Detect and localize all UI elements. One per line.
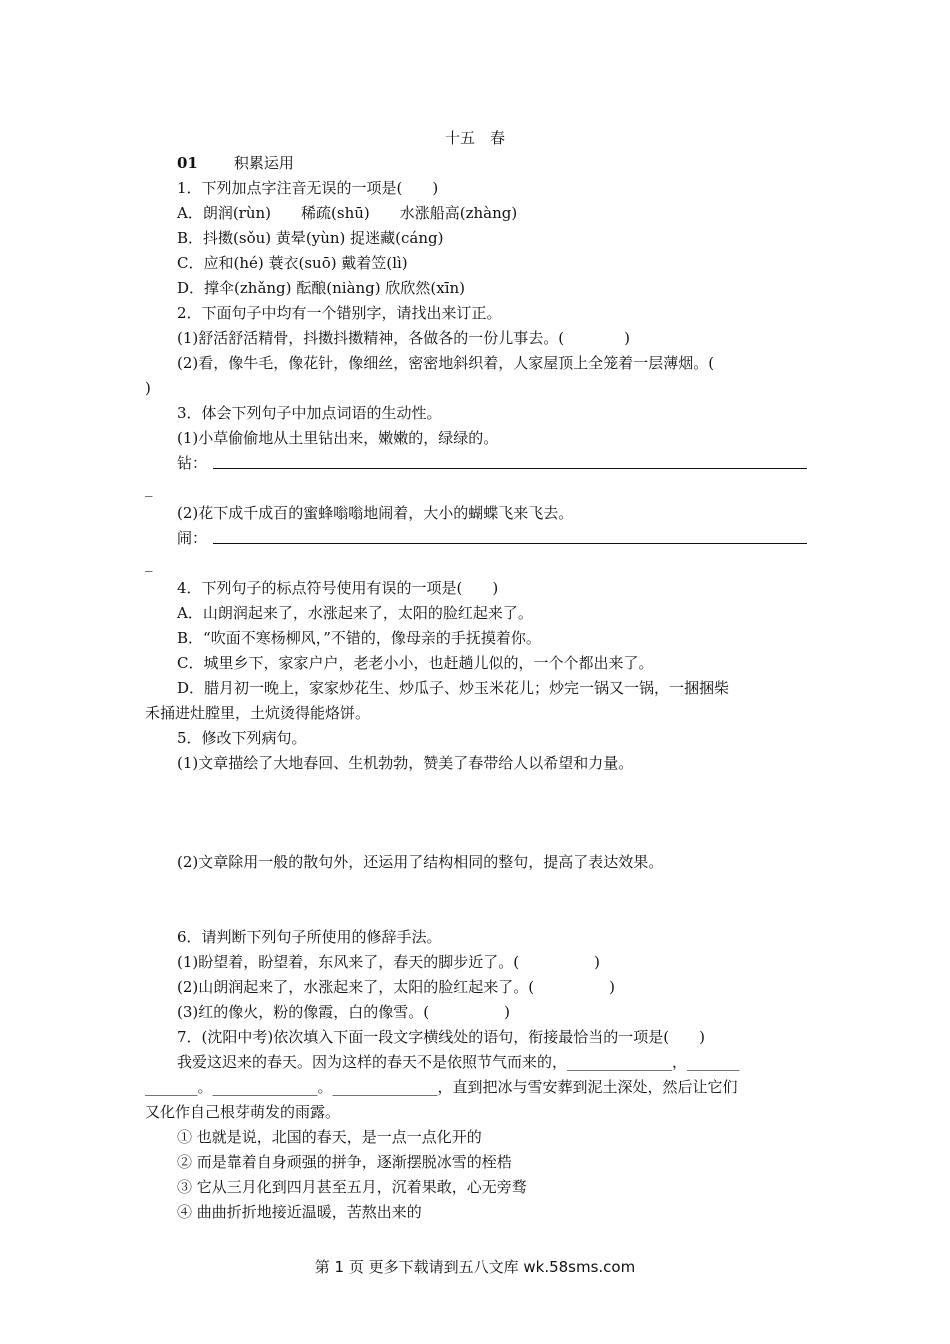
q2-sentence-2-close: ): [145, 379, 151, 397]
section-header: [177, 152, 294, 174]
q3-answer-label-1: 钻：: [177, 454, 208, 472]
q3-sentence-1: (1)小草偷偷地从土里钻出来，嫩嫩的，绿绿的。: [177, 429, 499, 447]
q7-option-2: ② 而是靠着自身顽强的拼争，逐渐摆脱冰雪的桎梏: [177, 1153, 512, 1171]
q5-stem: 5．修改下列病句。: [177, 729, 307, 747]
q7-passage-line-3: 又化作自己根芽萌发的雨露。: [145, 1103, 341, 1121]
q2-sentence-1: (1)舒活舒活精骨，抖擞抖擞精神，各做各的一份儿事去。( ): [177, 329, 630, 347]
q6-stem: 6．请判断下列句子所使用的修辞手法。: [177, 928, 442, 946]
q4-option-b: B．“吹面不寒杨柳风，”不错的，像母亲的手抚摸着你。: [177, 629, 541, 647]
q1-option-a: A．朗润(rùn) 稀疏(shū) 水涨船高(zhàng): [177, 204, 518, 222]
q2-sentence-2: (2)看，像牛毛，像花针，像细丝，密密地斜织着，人家屋顶上全笼着一层薄烟。(: [177, 354, 715, 372]
section-label: 积累运用: [233, 154, 294, 172]
q1-option-b: B．抖擞(sǒu) 黄晕(yùn) 捉迷藏(cáng): [177, 229, 444, 247]
page-footer: 第 1 页 更多下载请到五八文库 wk.58sms.com: [314, 1258, 636, 1276]
page-title: 十五 春: [444, 129, 505, 147]
q7-option-4: ④ 曲曲折折地接近温暖，苦熬出来的: [177, 1203, 422, 1221]
q4-option-d-line-2: 禾捅进灶膛里，土炕烫得能烙饼。: [145, 704, 371, 722]
q4-stem: 4．下列句子的标点符号使用有误的一项是( ): [177, 579, 499, 597]
q6-sentence-1: (1)盼望着，盼望着，东风来了，春天的脚步近了。( ): [177, 953, 600, 971]
q4-option-c: C．城里乡下，家家户户，老老小小，也赶趟儿似的，一个个都出来了。: [177, 654, 654, 672]
q6-sentence-2: (2)山朗润起来了，水涨起来了，太阳的脸红起来了。( ): [177, 978, 615, 996]
q7-stem: 7．(沈阳中考)依次填入下面一段文字横线处的语句，衔接最恰当的一项是( ): [177, 1028, 705, 1046]
q3-line-dash-2: _: [145, 554, 153, 572]
q3-answer-label-2: 闹：: [177, 529, 208, 547]
q6-sentence-3: (3)红的像火，粉的像霞，白的像雪。( ): [177, 1003, 510, 1021]
section-number: 01: [177, 154, 198, 172]
q3-line-dash-1: _: [145, 479, 153, 497]
q1-option-c: C．应和(hé) 蓑衣(suō) 戴着笠(lì): [177, 254, 408, 272]
q3-answer-line-1[interactable]: [213, 468, 807, 469]
q4-option-d-line-1: D．腊月初一晚上，家家炒花生、炒瓜子、炒玉米花儿；炒完一锅又一锅，一捆捆柴: [177, 679, 730, 697]
q2-stem: 2．下面句子中均有一个错别字，请找出来订正。: [177, 304, 502, 322]
q7-passage-line-2: _______。______________。______________，直到把冰与雪安葬到泥土深处，然后让它们: [145, 1078, 738, 1096]
q5-sentence-1: (1)文章描绘了大地春回、生机勃勃，赞美了春带给人以希望和力量。: [177, 754, 634, 772]
q1-option-d: D．撑伞(zhǎng) 酝酿(niàng) 欣欣然(xīn): [177, 279, 466, 297]
q7-option-1: ① 也就是说，北国的春天，是一点一点化开的: [177, 1128, 482, 1146]
q1-stem: 1．下列加点字注音无误的一项是( ): [177, 179, 439, 197]
q3-sentence-2: (2)花下成千成百的蜜蜂嗡嗡地闹着，大小的蝴蝶飞来飞去。: [177, 504, 574, 522]
q4-option-a: A．山朗润起来了，水涨起来了，太阳的脸红起来了。: [177, 604, 533, 622]
q7-option-3: ③ 它从三月化到四月甚至五月，沉着果敢，心无旁骛: [177, 1178, 527, 1196]
q7-passage-line-1: 我爱这迟来的春天。因为这样的春天不是依照节气而来的，______________，_______: [177, 1053, 740, 1071]
q3-answer-line-2[interactable]: [213, 543, 807, 544]
q5-sentence-2: (2)文章除用一般的散句外，还运用了结构相同的整句，提高了表达效果。: [177, 853, 664, 871]
q3-stem: 3．体会下列句子中加点词语的生动性。: [177, 404, 442, 422]
